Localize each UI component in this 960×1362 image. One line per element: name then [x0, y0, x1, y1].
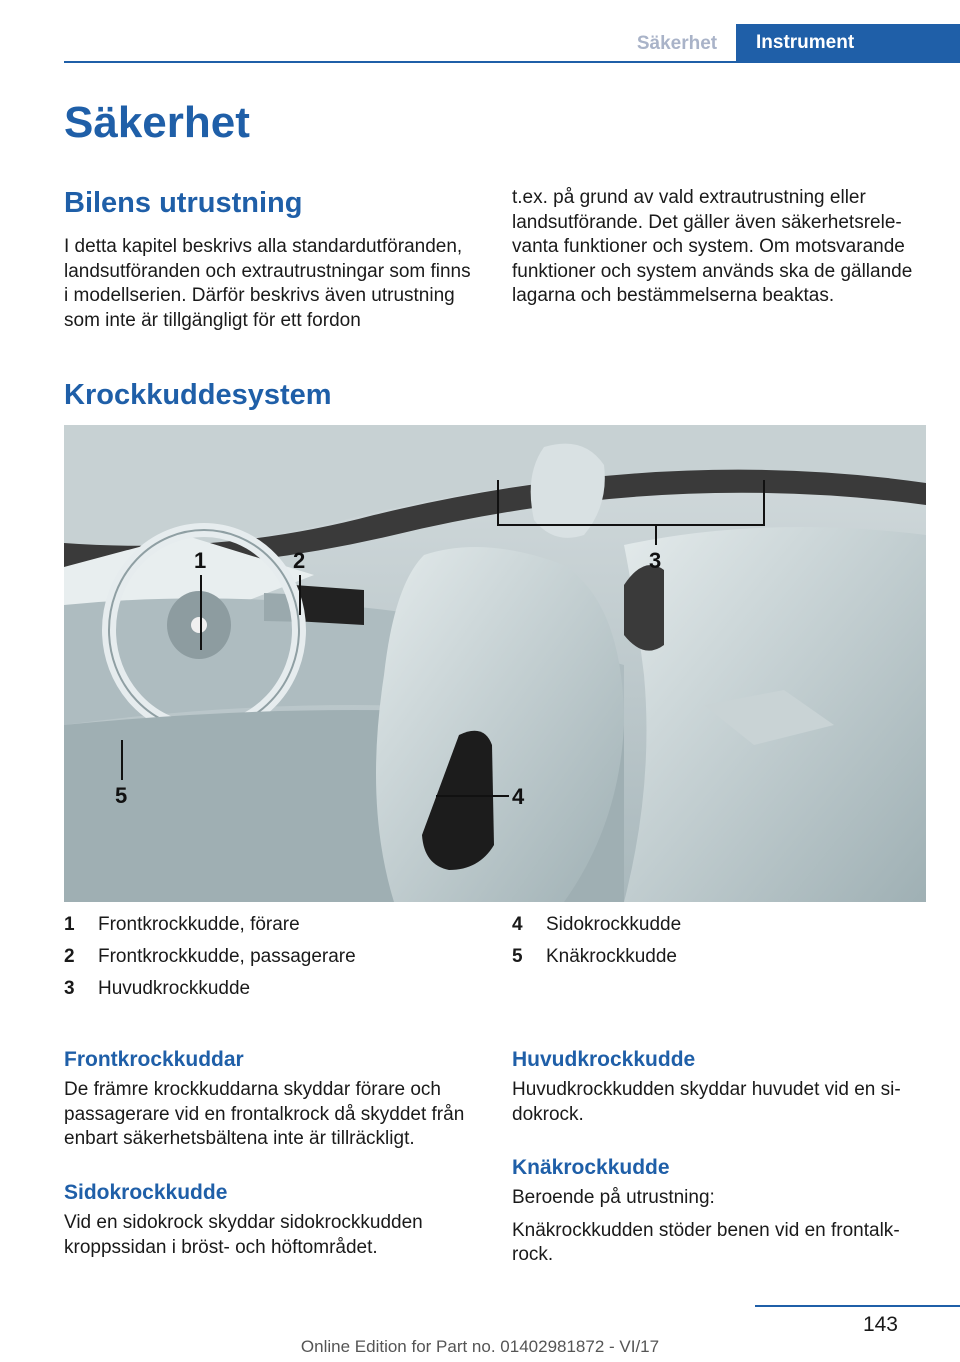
legend-item: [64, 909, 478, 941]
callout-1: 1: [194, 548, 207, 573]
subsection-sidokrockkudde: [64, 1179, 478, 1260]
subsection-frontkrockkuddar: [64, 1046, 478, 1152]
legend-text: Huvudkrockkudde: [98, 978, 251, 999]
subsection-text: Knäkrockkudden stöder benen vid en frontalkrock.: [512, 1219, 900, 1265]
subsection-heading: Sidokrockkudde: [64, 1181, 228, 1204]
subsection-text: De främre krockkuddarna skyddar förare och passagerare vid en frontalkrock då skyddet från enbart säkerhetsbältena inte är tillräckligt.: [64, 1079, 465, 1149]
legend-text: Knäkrockkudde: [546, 946, 677, 967]
legend-left: [64, 909, 478, 1005]
header-rule: [64, 61, 960, 63]
tab-instrument[interactable]: Instrument: [736, 24, 960, 62]
subsection-text: Vid en sidokrock skyddar sidokrockkudden kroppssidan i bröst- och höftområdet.: [64, 1212, 423, 1258]
callout-2: 2: [293, 548, 306, 573]
subsection-heading: Huvudkrockkudde: [512, 1048, 696, 1071]
legend-text: Frontkrockkudde, passagerare: [98, 946, 356, 967]
subsection-text: Huvudkrockkudden skyddar huvudet vid en sidokrock.: [512, 1079, 901, 1125]
subsection-heading: Frontkrockkuddar: [64, 1048, 244, 1071]
legend-item: [512, 941, 926, 973]
legend-right: [512, 909, 926, 973]
legend-text: Frontkrockkudde, förare: [98, 914, 300, 935]
intro-text-right: t.ex. på grund av vald extrautrustning eller landsutförande. Det gäller även säkerhetsrelevanta funktioner och system. Om motsvarande funktioner och system används ska de gällande lagarna och bestämmelserna beaktas.: [512, 187, 913, 306]
subsection-knakrockkudde: [512, 1154, 926, 1268]
legend-number: 5: [512, 946, 523, 967]
callout-5: 5: [115, 783, 128, 808]
legend-number: 1: [64, 914, 75, 935]
subsection-heading: Knäkrockkudde: [512, 1156, 670, 1179]
intro-text-left: I detta kapitel beskrivs alla standardutföranden, landsutföranden och extrautrustningar som finns i modellserien. Därför beskrivs även utrustning som inte är tillgängligt för ett fordon: [64, 236, 471, 331]
subsection-text: Beroende på utrustning:: [512, 1187, 715, 1208]
legend-item: [64, 941, 478, 973]
legend-number: 2: [64, 946, 75, 967]
callout-4: 4: [512, 784, 525, 809]
legend-number: 3: [64, 978, 75, 999]
page-number: 143: [862, 1313, 898, 1336]
subsection-huvudkrockkudde: [512, 1046, 926, 1127]
edition-footer: Online Edition for Part no. 01402981872 - VI/17: [300, 1337, 660, 1356]
legend-item: [512, 909, 926, 941]
footer-rule: [755, 1305, 960, 1307]
legend-item: [64, 973, 478, 1005]
section-heading-bilens-utrustning: Bilens utrustning: [64, 187, 303, 219]
legend-text: Sidokrockkudde: [546, 914, 682, 935]
section-heading-krockkuddesystem: Krockkuddesystem: [64, 379, 332, 411]
callout-3: 3: [649, 548, 662, 573]
legend-number: 4: [512, 914, 523, 935]
airbag-illustration: [64, 425, 926, 902]
page-title: Säkerhet: [64, 98, 250, 147]
tab-sakerhet[interactable]: Säkerhet: [636, 33, 718, 54]
